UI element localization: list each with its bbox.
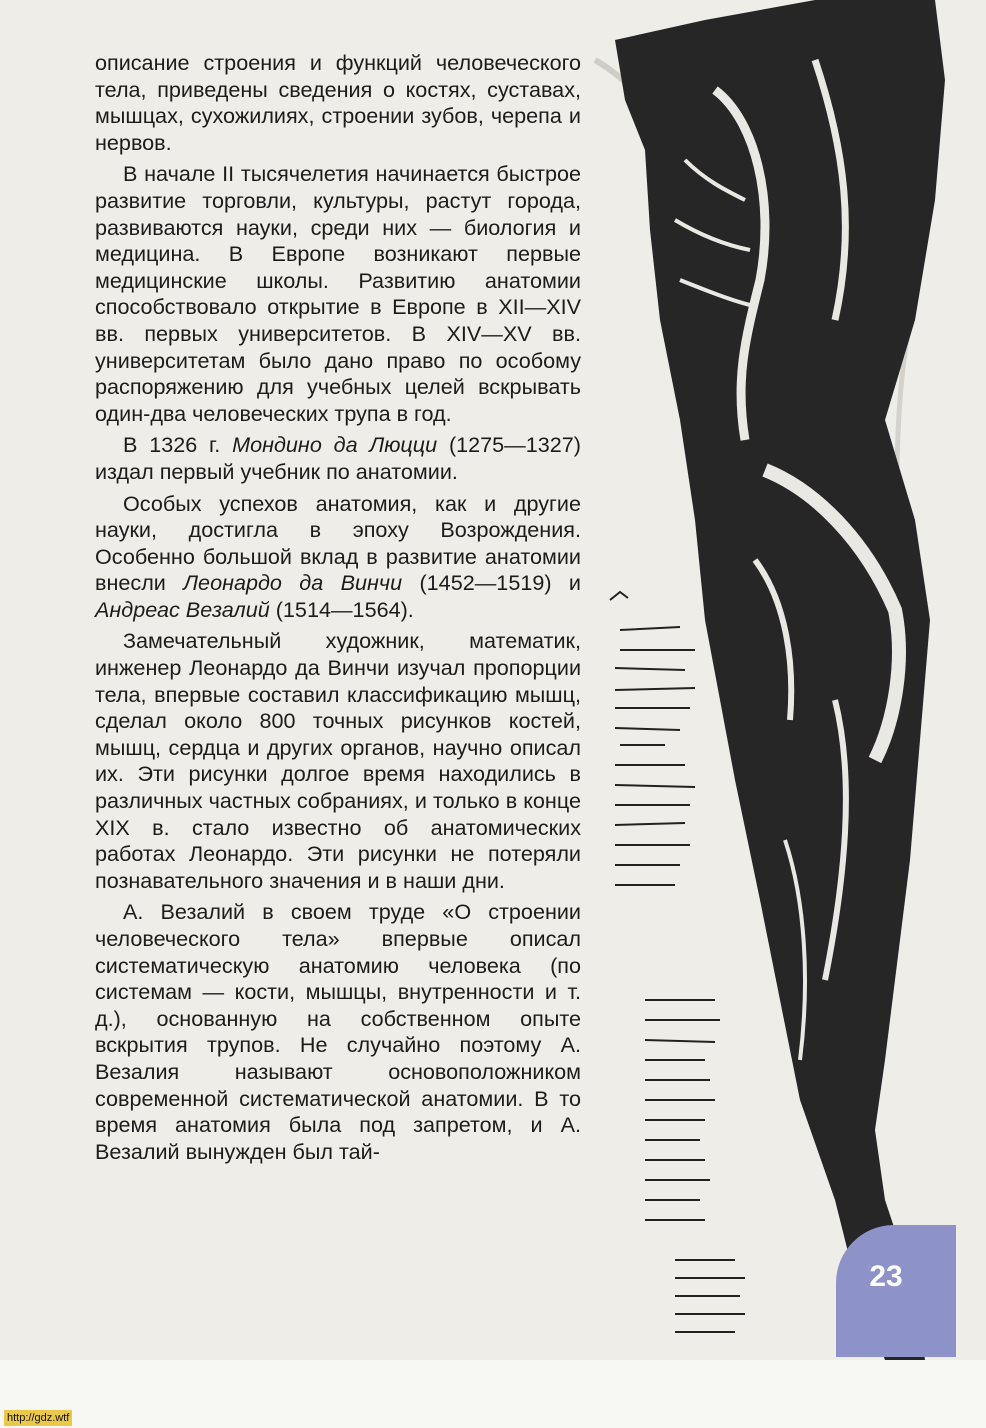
text-segment: описание строения и функций человеческого тела, приведены сведения о костях, суставах, мышцах, сухожилиях, строении зубов, черепа и нервов. xyxy=(95,50,581,155)
paragraph xyxy=(95,432,581,485)
text-segment: Замечательный художник, математик, инженер Леонардо да Винчи изучал пропорции тела, впервые составил классификацию мышц, сделал около 800 точных рисунков костей, мышц, сердца и других органов, научно описал их. Эти рисунки долгое время находились в различных частных собраниях, и только в конце XIX в. стало известно об анатомических работах Леонардо. Эти рисунки не потеряли познавательного значения и в наши дни. xyxy=(95,628,581,893)
page-bottom-margin xyxy=(0,1360,986,1428)
paragraph xyxy=(95,628,581,894)
person-name: Мондино да Люцци xyxy=(232,432,438,458)
text-segment: Особых успехов анатомия, как и другие науки, достигла в эпоху Возрождения. Особенно большой вклад в развитие анатомии внесли xyxy=(95,490,581,596)
person-name: Андреас Везалий xyxy=(95,596,270,622)
paragraph xyxy=(95,899,581,1165)
anatomical-drawing xyxy=(585,0,986,1360)
paragraph xyxy=(95,161,581,427)
source-link[interactable]: http://gdz.wtf xyxy=(4,1410,72,1426)
paragraph xyxy=(95,491,581,624)
text-segment: В 1326 г. xyxy=(123,432,233,458)
text-segment: (1452—1519) и xyxy=(402,570,581,596)
text-segment: А. Везалий в своем труде «О строении человеческого тела» впервые описал систематическую анатомию человека (по системам — кости, мышцы, внутренности и т. д.), основанную на собственном опыте вскрытия трупов. Не случайно поэтому А. Везалия называют основоположником современной систематической анатомии. В то время анатомия была под запретом, и А. Везалий вынужден был тай- xyxy=(95,899,581,1164)
text-segment: (1514—1564). xyxy=(269,596,414,622)
text-segment: В начале II тысячелетия начинается быстрое развитие торговли, культуры, растут города, развиваются науки, среди них — биология и медицина. В Европе возникают первые медицинские школы. Развитию анатомии способствовало открытие в Европе в XII—XIV вв. первых университетов. В XIV—XV вв. университетам было дано право по особому распоряжению для учебных целей вскрывать один-два человеческих трупа в год. xyxy=(95,161,581,426)
body-text xyxy=(95,50,581,1165)
page-number: 23 xyxy=(869,1260,903,1293)
text-segment: (1275—1327) издал первый учебник по анатомии. xyxy=(95,432,581,484)
person-name: Леонардо да Винчи xyxy=(183,570,403,596)
paragraph xyxy=(95,50,581,156)
